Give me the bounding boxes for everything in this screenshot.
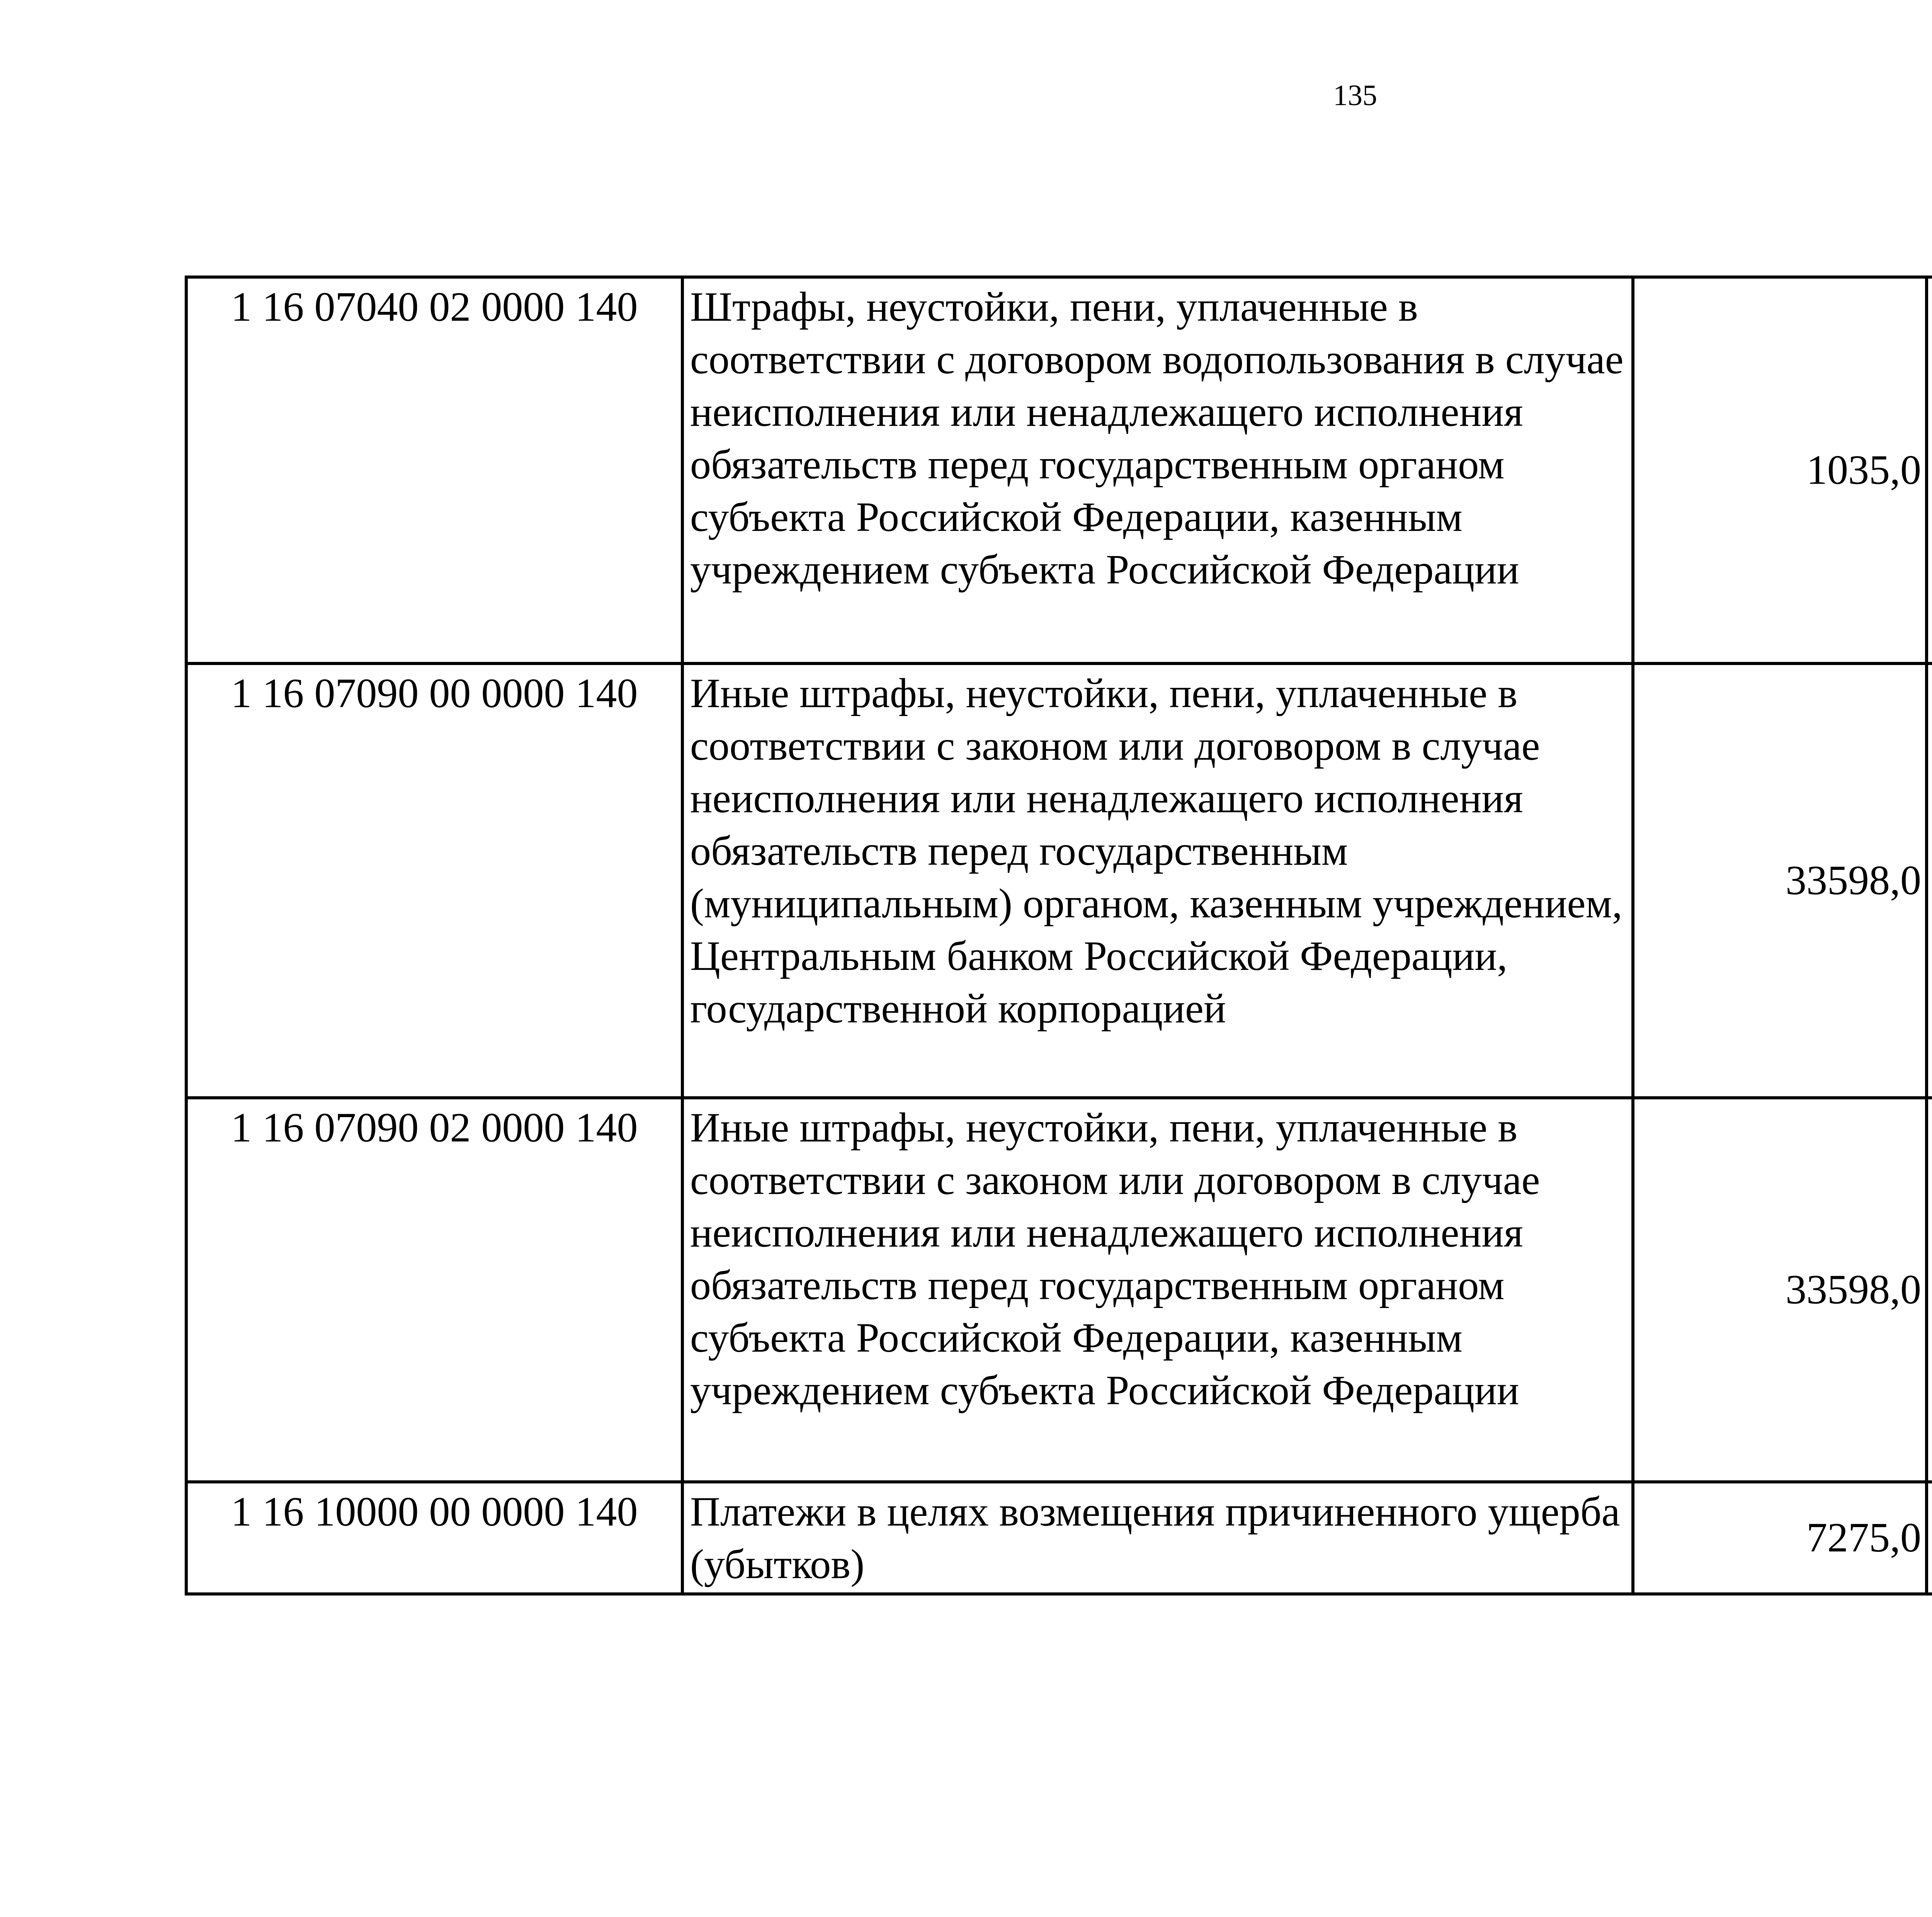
value-2-cell <box>1927 1098 1932 1482</box>
table-row <box>186 1482 1932 1594</box>
value-2-cell <box>1927 277 1932 663</box>
page-number: 135 <box>1333 79 1377 112</box>
value-2-cell <box>1927 663 1932 1098</box>
value-1-cell: 7275,0 <box>1633 1482 1927 1594</box>
value-1-cell: 33598,0 <box>1633 663 1927 1098</box>
description-cell: Платежи в целях возмещения причиненного ущерба (убытков) <box>682 1482 1633 1594</box>
budget-code-cell: 1 16 07040 02 0000 140 <box>186 277 682 663</box>
description-cell: Иные штрафы, неустойки, пени, уплаченные в соответствии с законом или договором в случае неисполнения или ненадлежащего исполнения обязательств перед государственным органом субъекта Российской Федерации, казенным учреждением субъекта Российской Федерации <box>682 1098 1633 1482</box>
budget-code-cell: 1 16 07090 00 0000 140 <box>186 663 682 1098</box>
value-1-cell: 1035,0 <box>1633 277 1927 663</box>
budget-code-cell: 1 16 10000 00 0000 140 <box>186 1482 682 1594</box>
table-row <box>186 277 1932 663</box>
table-row <box>186 1098 1932 1482</box>
table-row <box>186 663 1932 1098</box>
description-cell: Иные штрафы, неустойки, пени, уплаченные в соответствии с законом или договором в случае неисполнения или ненадлежащего исполнения обязательств перед государственным (муниципальным) органом, казенным учреждением, Центральным банком Российской Федерации, государственной корпорацией <box>682 663 1633 1098</box>
budget-code-cell: 1 16 07090 02 0000 140 <box>186 1098 682 1482</box>
description-cell: Штрафы, неустойки, пени, уплаченные в соответствии с договором водопользования в случае неисполнения или ненадлежащего исполнения обязательств перед государственным органом субъекта Российской Федерации, казенным учреждением субъекта Российской Федерации <box>682 277 1633 663</box>
value-1-cell: 33598,0 <box>1633 1098 1927 1482</box>
budget-table <box>185 276 1932 1596</box>
value-2-cell <box>1927 1482 1932 1594</box>
